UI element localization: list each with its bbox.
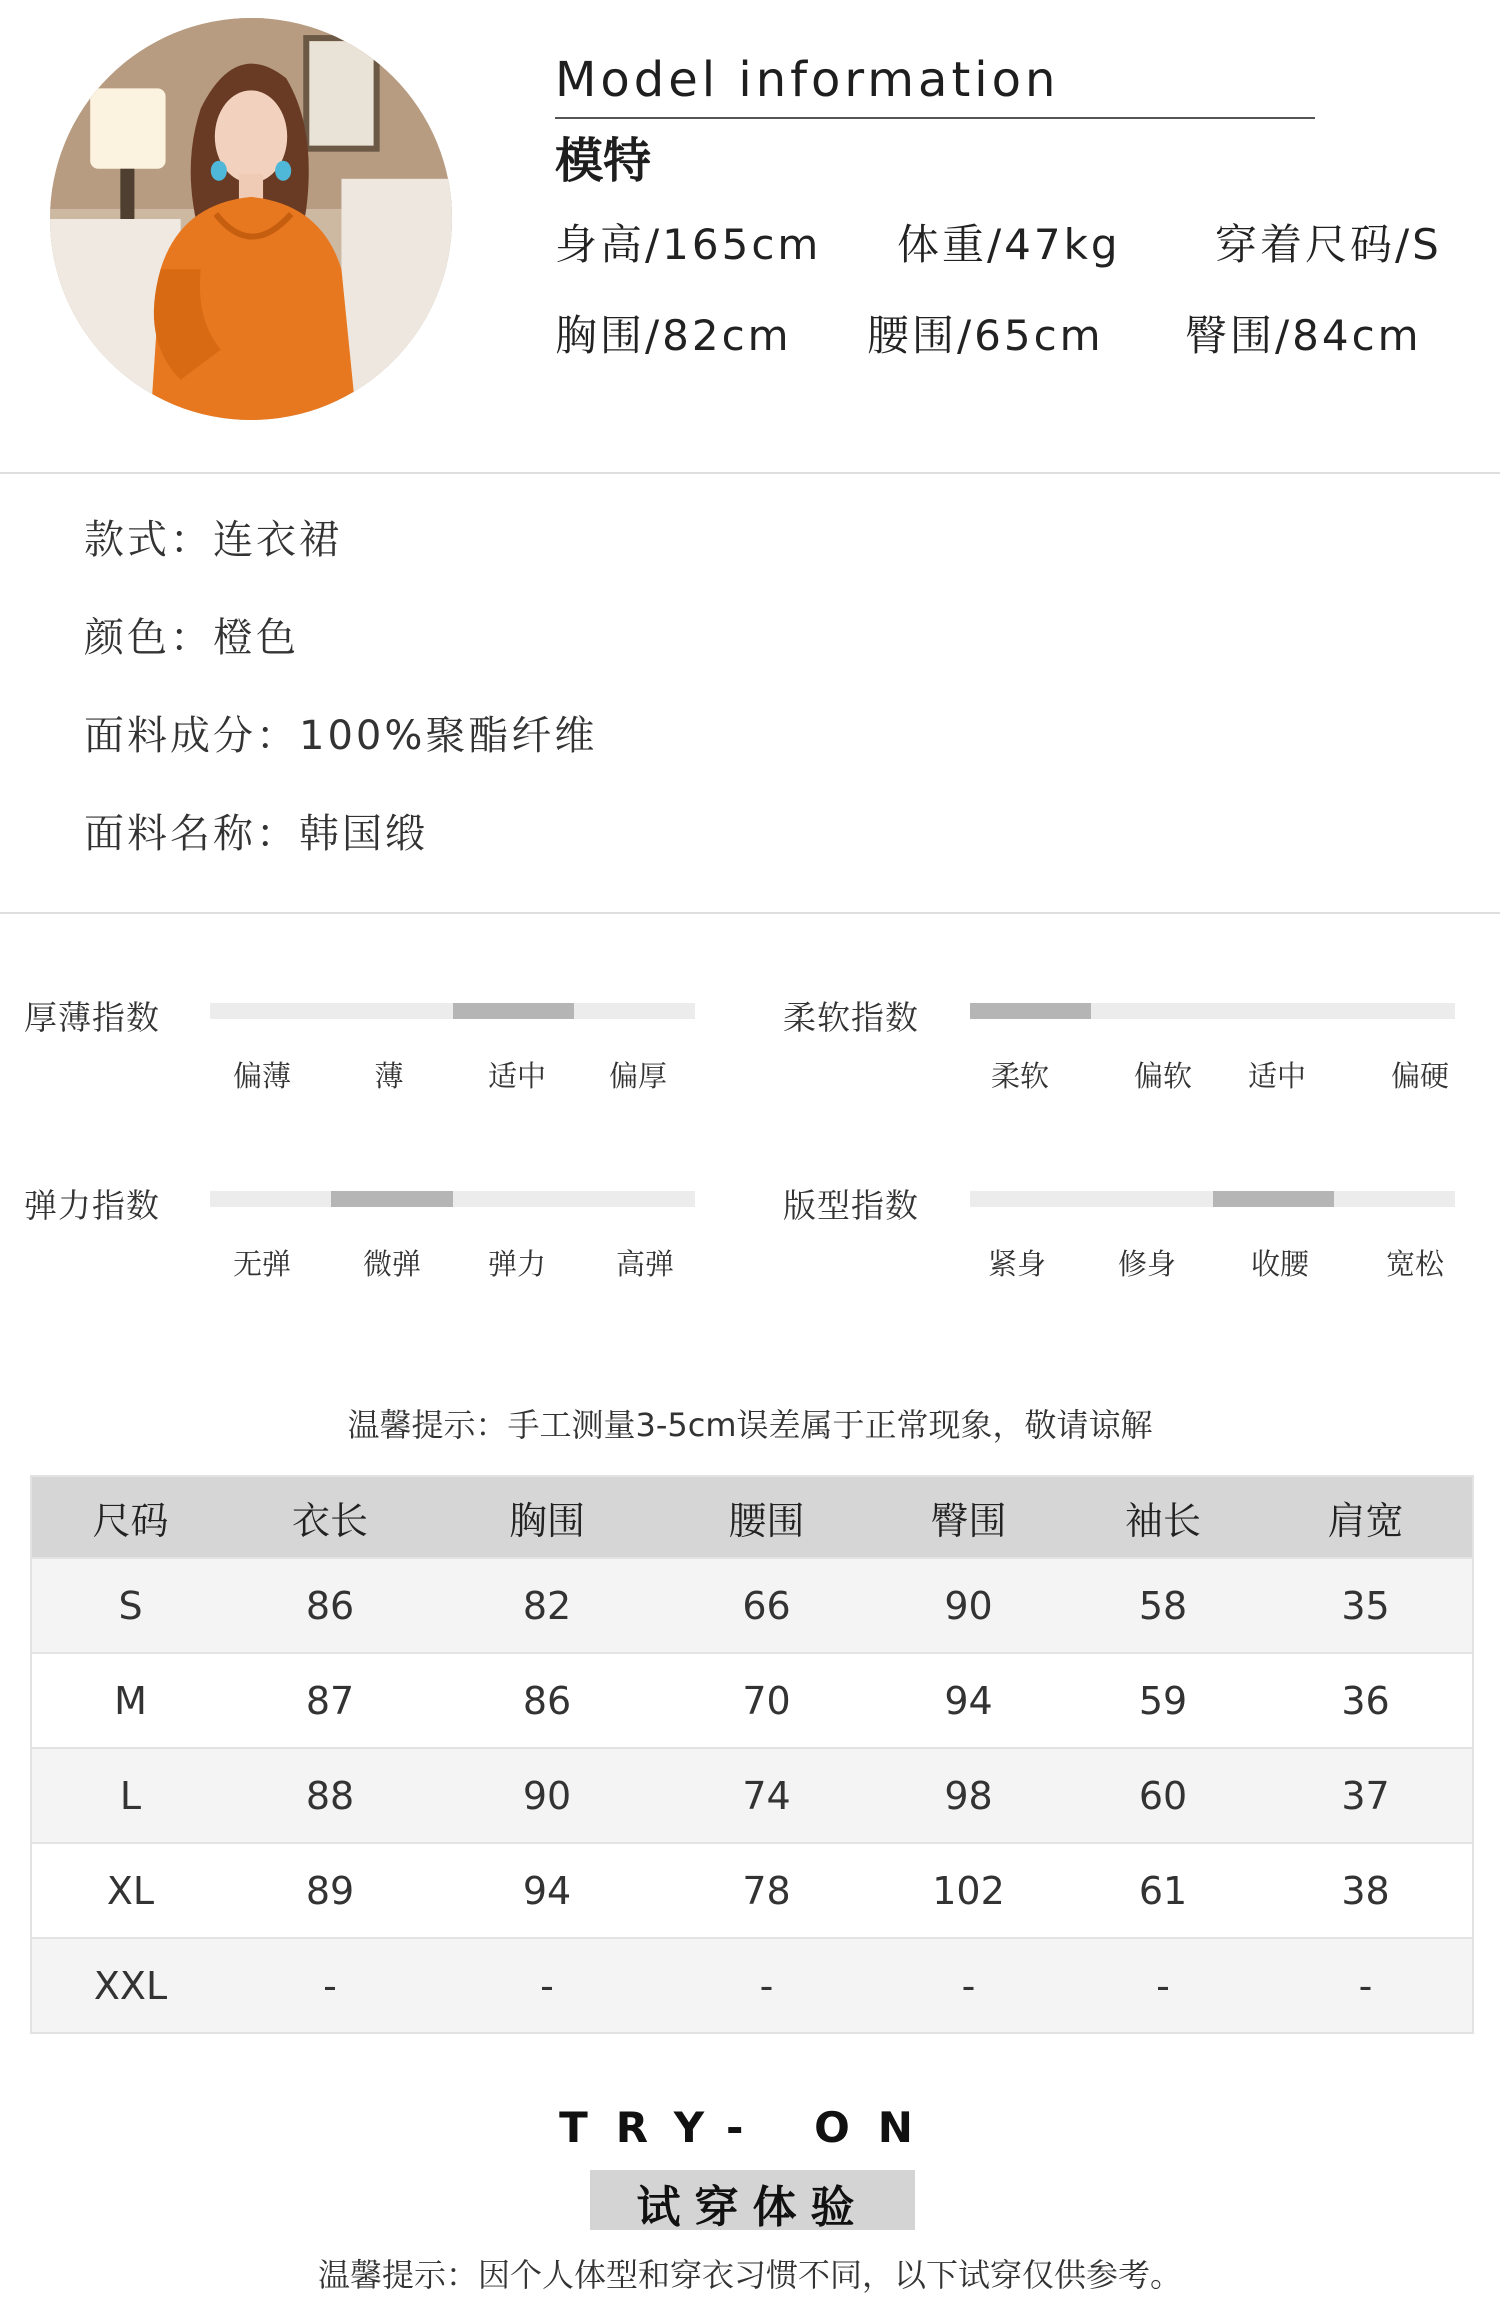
measurement-cell: 94 (431, 1843, 663, 1938)
table-header-waist: 腰围 (663, 1476, 870, 1558)
thickness-index-fill (453, 1003, 574, 1019)
model-size: 穿着尺码/S (1215, 220, 1442, 269)
model-weight: 体重/47kg (897, 220, 1121, 269)
table-row (31, 1653, 1473, 1748)
table-row (31, 1748, 1473, 1843)
measurement-cell: 86 (431, 1653, 663, 1748)
table-header-hips: 臀围 (870, 1476, 1067, 1558)
title-underline (555, 117, 1315, 119)
model-height: 身高/165cm (555, 220, 822, 269)
product-style: 款式：连衣裙 (84, 517, 342, 563)
elasticity-index-label: 弹力指数 (24, 1186, 160, 1225)
model-waist: 腰围/65cm (867, 311, 1104, 360)
index-option: 紧身 (987, 1247, 1047, 1281)
table-header-sleeve: 袖长 (1067, 1476, 1259, 1558)
measurement-cell: 66 (663, 1558, 870, 1653)
index-option: 无弹 (232, 1247, 292, 1281)
elasticity-index-track (210, 1191, 695, 1207)
size-cell: XXL (31, 1938, 229, 2033)
index-option: 偏硬 (1390, 1059, 1450, 1093)
table-row (31, 1558, 1473, 1653)
table-header-length: 衣长 (229, 1476, 431, 1558)
thickness-index-track (210, 1003, 695, 1019)
measurement-tip: 温馨提示：手工测量3-5cm误差属于正常现象，敬请谅解 (347, 1406, 1153, 1444)
measurement-cell: 90 (870, 1558, 1067, 1653)
index-option: 偏厚 (608, 1059, 668, 1093)
measurement-cell: 61 (1067, 1843, 1259, 1938)
measurement-cell: 58 (1067, 1558, 1259, 1653)
table-header-row (31, 1476, 1473, 1558)
measurement-cell: 60 (1067, 1748, 1259, 1843)
measurement-cell: 78 (663, 1843, 870, 1938)
index-option: 高弹 (615, 1247, 675, 1281)
fit-index-track (970, 1191, 1455, 1207)
measurement-cell: 88 (229, 1748, 431, 1843)
measurement-cell: 35 (1259, 1558, 1473, 1653)
measurement-cell: - (431, 1938, 663, 2033)
measurement-cell: 38 (1259, 1843, 1473, 1938)
measurement-cell: 89 (229, 1843, 431, 1938)
measurement-cell: - (1067, 1938, 1259, 2033)
thickness-index-label: 厚薄指数 (24, 998, 160, 1037)
index-option: 薄 (374, 1059, 404, 1093)
elasticity-index-fill (331, 1191, 452, 1207)
size-chart-table (30, 1475, 1474, 2034)
table-row (31, 1938, 1473, 2033)
section-divider (0, 912, 1500, 914)
size-cell: S (31, 1558, 229, 1653)
tryon-note: 温馨提示：因个人体型和穿衣习惯不同，以下试穿仅供参考。 (317, 2256, 1182, 2294)
model-bust: 胸围/82cm (555, 311, 792, 360)
index-option: 宽松 (1385, 1247, 1445, 1281)
tryon-title: TRY- ON (559, 2103, 941, 2152)
fit-index-fill (1213, 1191, 1334, 1207)
size-cell: L (31, 1748, 229, 1843)
index-option: 适中 (487, 1059, 547, 1093)
model-photo-illustration (50, 18, 452, 420)
model-photo (50, 18, 452, 420)
index-option: 收腰 (1250, 1247, 1310, 1281)
product-composition: 面料成分：100%聚酯纤维 (84, 713, 598, 759)
softness-index-track (970, 1003, 1455, 1019)
measurement-cell: - (663, 1938, 870, 2033)
index-option: 适中 (1247, 1059, 1307, 1093)
index-option: 柔软 (990, 1059, 1050, 1093)
section-divider (0, 472, 1500, 474)
measurement-cell: - (229, 1938, 431, 2033)
measurement-cell: 102 (870, 1843, 1067, 1938)
model-info-subtitle: 模特 (555, 133, 652, 189)
tryon-subtitle: 试穿体验 (636, 2182, 869, 2233)
model-hips: 臀围/84cm (1185, 311, 1422, 360)
product-fabric-name: 面料名称：韩国缎 (84, 811, 428, 857)
measurement-cell: 82 (431, 1558, 663, 1653)
measurement-cell: 90 (431, 1748, 663, 1843)
measurement-cell: 59 (1067, 1653, 1259, 1748)
index-option: 偏薄 (232, 1059, 292, 1093)
measurement-cell: 37 (1259, 1748, 1473, 1843)
measurement-cell: 94 (870, 1653, 1067, 1748)
table-row (31, 1843, 1473, 1938)
index-option: 微弹 (362, 1247, 422, 1281)
measurement-cell: 86 (229, 1558, 431, 1653)
size-cell: M (31, 1653, 229, 1748)
size-cell: XL (31, 1843, 229, 1938)
table-header-size: 尺码 (31, 1476, 229, 1558)
product-color: 颜色：橙色 (84, 615, 299, 661)
fit-index-label: 版型指数 (783, 1186, 919, 1225)
measurement-cell: - (1259, 1938, 1473, 2033)
index-option: 偏软 (1133, 1059, 1193, 1093)
softness-index-fill (970, 1003, 1091, 1019)
index-option: 修身 (1117, 1247, 1177, 1281)
measurement-cell: 74 (663, 1748, 870, 1843)
table-header-bust: 胸围 (431, 1476, 663, 1558)
measurement-cell: 87 (229, 1653, 431, 1748)
index-option: 弹力 (487, 1247, 547, 1281)
table-header-shoulder: 肩宽 (1259, 1476, 1473, 1558)
measurement-cell: 36 (1259, 1653, 1473, 1748)
measurement-cell: - (870, 1938, 1067, 2033)
measurement-cell: 70 (663, 1653, 870, 1748)
measurement-cell: 98 (870, 1748, 1067, 1843)
softness-index-label: 柔软指数 (783, 998, 919, 1037)
model-info-title: Model information (555, 52, 1060, 108)
